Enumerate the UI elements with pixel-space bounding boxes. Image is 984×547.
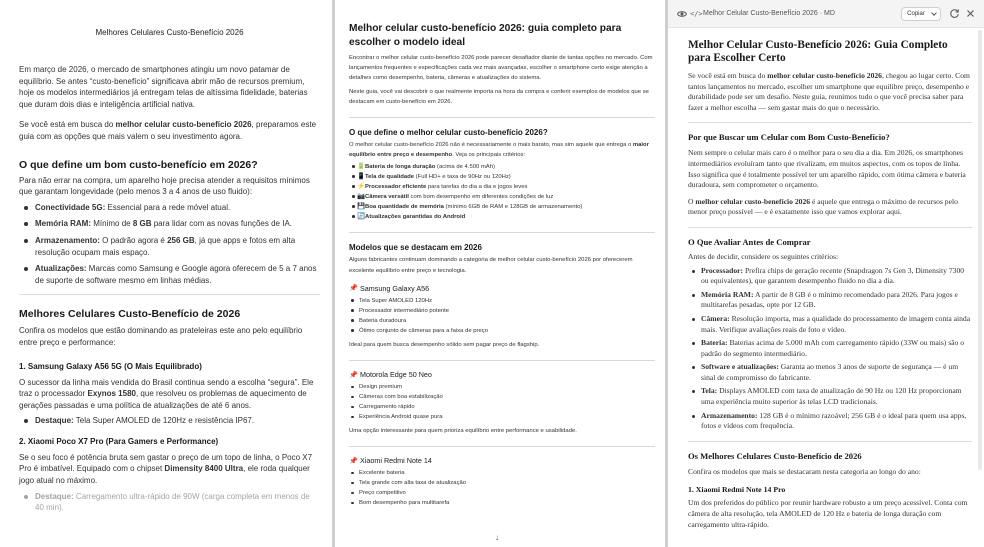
text-span: O xyxy=(688,196,696,206)
list-item xyxy=(688,362,972,383)
phone-highlights-1 xyxy=(19,415,320,427)
item-label: Processador eficiente xyxy=(365,184,427,191)
list-item xyxy=(688,411,972,432)
document-title: Melhores Celulares Custo-Benefício 2026 xyxy=(95,28,244,37)
list-item xyxy=(19,218,320,230)
define-paragraph xyxy=(349,140,655,160)
intro-paragraph: Em março de 2026, o mercado de smartphones atingiu um novo patamar de equilíbrio. Se antes “custo-benefício” significava abrir mão de recursos premium, hoje os modelos intermediários já entregam telas de altíssima fidelidade, baterias que duram dois dias e inteligência artificial nativa. xyxy=(19,65,308,109)
item-text: Tela Super AMOLED de 120Hz e resistência IP67. xyxy=(73,416,255,426)
requirements-list xyxy=(19,202,320,287)
item-text: Displays AMOLED com taxa de atualização de 90 Hz ou 120 Hz proporcionam uma experiência muito superior às telas LCD tradicionais. xyxy=(701,386,962,407)
item-text: (mínimo 6GB de RAM e 128GB de armazenamento) xyxy=(443,204,583,211)
artifact-panel-right xyxy=(668,0,984,547)
phone-screen-icon: 📱 xyxy=(357,173,366,181)
models-intro: Alguns fabricantes continuam dominando a categoria de melhor celular custo-benefício 2026 por oferecerem excelente equilíbrio entre preço e tecnologia. xyxy=(349,257,633,274)
artifact-toolbar xyxy=(668,0,984,28)
divider xyxy=(349,232,655,233)
item-label: Atualizações: xyxy=(35,264,87,274)
evaluate-intro: Antes de decidir, considere os seguintes critérios: xyxy=(688,251,839,261)
phone-note-1: Ideal para quem busca desempenho sólido sem pagar preço de flagship. xyxy=(349,341,540,348)
intro-paragraph: Encontrar o melhor celular custo-benefício 2026 pode parecer desafiador diante de tantas opções no mercado. Com lançamentos frequentes e especificações cada vez mais avançadas, escolher o smartphone certo exige atenção a detalhes como desempenho, bateria, câmeras e atualizações do sistema. xyxy=(349,55,653,82)
phone-heading-2 xyxy=(349,370,655,380)
lightning-icon: ⚡ xyxy=(357,183,366,191)
memory-icon: 💾 xyxy=(357,203,366,211)
text-span: Se você está em busca do xyxy=(688,71,768,80)
item-label: Software e atualizações: xyxy=(701,362,779,372)
list-item: Carregamento rápido xyxy=(349,402,655,412)
list-item xyxy=(19,415,320,427)
section-heading-why: Por que Buscar um Celular com Bom Custo-Benefício? xyxy=(688,132,890,143)
section-heading-define: O que define o melhor celular custo-benefício 2026? xyxy=(349,128,548,138)
text-span: , preparamos este guia com as opções que mais valem o seu investimento agora. xyxy=(19,120,317,141)
text-span: , ele roda qualquer jogo atual no máximo. xyxy=(19,464,310,486)
best-intro: Confira os modelos que mais se destacaram nesta categoria ao longo do ano: xyxy=(688,466,921,476)
section-heading-models: Modelos que se destacam em 2026 xyxy=(349,243,482,253)
divider xyxy=(349,360,655,361)
item-text: A partir de 8 GB é o mínimo recomendado para 2026. Para jogos e multitarefas pesadas, opte por 12 GB. xyxy=(701,289,958,310)
list-item xyxy=(349,172,655,182)
list-item: Excelente bateria xyxy=(349,468,655,478)
phone-highlights-2 xyxy=(19,491,320,514)
phone-heading-2: 2. Xiaomi Poco X7 Pro (Para Gamers e Performance) xyxy=(19,436,219,446)
item-label: Destaque: xyxy=(35,416,74,426)
item-label: Tela de qualidade xyxy=(365,174,414,181)
phone-heading-1 xyxy=(349,284,655,294)
item-text: para lidar com as novas funções de IA. xyxy=(151,219,293,229)
phone-name: Motorola Edge 50 Neo xyxy=(360,370,432,380)
item-text: Mínimo de xyxy=(91,219,133,229)
item-text: com bom desempenho em diferentes condições de luz xyxy=(408,194,554,201)
phone-features-3 xyxy=(349,468,655,508)
item-label: Bateria de longa duração xyxy=(365,164,436,171)
list-item xyxy=(688,386,972,407)
list-item xyxy=(19,491,320,514)
keyword-bold: melhor celular custo-benefício 2026 xyxy=(115,120,252,130)
text-span: é aquele que entrega o máximo de recursos pelo menor preço possível — e é exatamente isso que vamos explorar aqui. xyxy=(688,196,958,217)
item-label: Bateria: xyxy=(701,338,728,348)
list-item xyxy=(349,192,655,202)
list-item xyxy=(19,202,320,214)
list-item xyxy=(349,202,655,212)
phone-name: Samsung Galaxy A56 xyxy=(360,283,430,293)
item-text: para tarefas do dia a dia e jogos leves xyxy=(426,184,528,191)
divider xyxy=(19,294,320,295)
requirements-intro: Para não errar na compra, um aparelho hoje precisa atender a requisitos mínimos que garantam longevidade (pelo menos 3 a 4 anos de uso fluido): xyxy=(19,175,310,197)
scrollbar[interactable] xyxy=(978,30,982,470)
list-item: Experiência Android quase pura xyxy=(349,412,655,422)
divider xyxy=(688,441,972,442)
list-item: Tela Super AMOLED 120Hz xyxy=(349,296,655,306)
item-text: Baterias acima de 5.000 mAh com carregamento rápido (33W ou mais) são o padrão do segmento intermediário. xyxy=(701,338,965,358)
text-span: , chegou ao lugar certo. Com tantos lançamentos no mercado, escolher um smartphone que equilibre preço, desempenho e durabilidade pode ser um desafio. Neste guia, reunimos tudo o que você precisa saber para fazer a melhor escolha — sem gastar mais do que o necessário. xyxy=(688,71,970,112)
section-heading-requirements: O que define um bom custo-benefício em 2026? xyxy=(19,158,258,171)
item-text: Carregamento ultra-rápido de 90W (carga completa em menos de 40 min). xyxy=(35,491,310,513)
preview-eye-icon[interactable] xyxy=(677,9,687,19)
battery-icon: 🔋 xyxy=(357,163,366,171)
list-item xyxy=(688,290,972,311)
section-heading-evaluate: O Que Avaliar Antes de Comprar xyxy=(688,236,811,247)
text-span: O sucessor da linha mais vendida do Brasil continua sendo a escolha “segura”. Ele traz o processador xyxy=(19,377,314,399)
text-span: Se o seu foco é potência bruta sem gastar o preço de um topo de linha, o Poco X7 Pro é imbatível. Equipado com o chipset xyxy=(19,452,313,474)
refresh-icon[interactable] xyxy=(949,8,960,19)
phone-heading-3 xyxy=(349,456,655,466)
intro-paragraph xyxy=(688,71,972,113)
item-text: Prefira chips de geração recente (Snapdragon 7s Gen 3, Dimensity 7300 ou equivalentes), que garantem desempenho fluido no dia a dia. xyxy=(701,265,965,286)
phone-description-1: Um dos preferidos do público por reunir hardware robusto a um preço acessível. Conta com câmera de alta resolução, tela AMOLED de 120 Hz e bateria de longa duração com carregamento ultra-rápido. xyxy=(688,498,968,529)
item-label: Atualizações garantidas do Android xyxy=(365,214,466,221)
item-text: O padrão agora é xyxy=(99,235,168,245)
phone-heading-1: 1. Xiaomi Redmi Note 14 Pro xyxy=(688,485,786,495)
divider xyxy=(349,117,655,118)
list-item xyxy=(349,162,655,172)
text-span: . Veja os principais critérios: xyxy=(452,152,526,159)
item-label: Memória RAM: xyxy=(35,219,92,229)
intro-paragraph-2 xyxy=(19,119,320,142)
list-item xyxy=(688,314,972,335)
pushpin-icon: 📌 xyxy=(349,457,358,465)
text-span: O melhor celular custo-benefício 2026 não é necessariamente o mais barato, mas sim aquele que entrega o xyxy=(349,142,633,149)
list-item: Tela grande com alta taxa de atualização xyxy=(349,478,655,488)
best-intro: Confira os modelos que estão dominando as prateleiras este ano pelo equilíbrio entre preço e performance: xyxy=(19,326,303,347)
phone-heading-1: 1. Samsung Galaxy A56 5G (O Mais Equilibrado) xyxy=(19,361,202,371)
item-label: Memória RAM: xyxy=(701,289,754,299)
keyword-bold: maior equilíbrio entre preço e desempenho xyxy=(349,142,649,159)
item-label: Armazenamento: xyxy=(701,410,758,420)
list-item xyxy=(349,212,655,222)
section-heading-best: Os Melhores Celulares Custo-Benefício de 2026 xyxy=(688,450,862,461)
document-panel-left xyxy=(0,0,332,547)
item-label: Destaque: xyxy=(35,491,74,501)
phone-features-2 xyxy=(349,382,655,422)
list-item xyxy=(19,235,320,258)
why-paragraph-2 xyxy=(688,197,972,218)
item-text: (Full HD+ e taxa de 90Hz ou 120Hz) xyxy=(414,174,511,181)
phone-name: Xiaomi Redmi Note 14 xyxy=(360,456,432,466)
section-heading-best: Melhores Celulares Custo-Benefício de 2026 xyxy=(19,308,241,321)
item-text: Garanta ao menos 3 anos de suporte de segurança — é um sinal de compromisso do fabricante. xyxy=(701,362,959,382)
scroll-down-arrow-icon[interactable]: ↓ xyxy=(495,533,499,542)
copy-button[interactable]: Copiar xyxy=(901,7,931,21)
item-text: , já que apps e fotos em alta resolução ocupam mais espaço. xyxy=(35,235,296,257)
pushpin-icon: 📌 xyxy=(349,371,358,379)
list-item: Processador intermediário potente xyxy=(349,306,655,316)
item-label: Câmera: xyxy=(701,313,730,323)
list-item: Bateria duradoura xyxy=(349,316,655,326)
text-span: Se você está em busca do xyxy=(19,120,116,130)
item-text: Resolução importa, mas a qualidade do processamento de imagem conta ainda mais. Verifique avaliações reais de foto e vídeo. xyxy=(701,313,971,334)
divider xyxy=(688,122,972,123)
close-icon[interactable] xyxy=(965,8,976,19)
list-item xyxy=(688,338,972,359)
code-view-icon[interactable]: </> xyxy=(690,10,703,18)
item-label: Tela: xyxy=(701,386,718,396)
item-label: Processador: xyxy=(701,265,744,275)
item-text: (acima de 4.500 mAh) xyxy=(435,164,495,171)
list-item: Câmeras com boa estabilização xyxy=(349,392,655,402)
list-item: Bom desempenho para multitarefa xyxy=(349,498,655,508)
pushpin-icon: 📌 xyxy=(349,285,358,293)
phone-features-1 xyxy=(349,296,655,336)
copy-options-chevron-down-icon[interactable] xyxy=(929,7,941,21)
phone-note-2: Uma opção interessante para quem prioriza equilíbrio entre performance e usabilidade. xyxy=(349,428,577,435)
article-title: Melhor Celular Custo-Benefício 2026: Guia Completo para Escolher Certo xyxy=(688,39,948,64)
keyword-bold: Dimensity 8400 Ultra xyxy=(164,464,244,474)
item-label: Boa quantidade de memória xyxy=(365,204,444,211)
item-label: Câmera versátil xyxy=(365,194,409,201)
list-item: Preço competitivo xyxy=(349,488,655,498)
item-text: 128 GB é o mínimo razoável; 256 GB é o ideal para quem usa apps, fotos e vídeos com frequência. xyxy=(701,410,967,431)
criteria-list xyxy=(349,162,655,222)
item-label: Armazenamento: xyxy=(35,235,100,245)
evaluate-criteria-list xyxy=(688,266,972,432)
keyword-bold: melhor celular custo-benefício 2026 xyxy=(767,71,882,80)
list-item xyxy=(19,263,320,286)
list-item: Design premium xyxy=(349,382,655,392)
item-label: Conectividade 5G: xyxy=(35,202,106,212)
list-item xyxy=(349,182,655,192)
list-item xyxy=(688,266,972,287)
item-bold: 256 GB xyxy=(167,235,195,245)
artifact-filename: Melhor Celular Custo-Benefício 2026 · MD xyxy=(703,10,835,17)
text-span: , que resolveu os problemas de aquecimento de gerações passadas e uma política de atualizações de até 6 anos. xyxy=(19,389,307,410)
document-panel-middle xyxy=(335,0,665,547)
keyword-bold: Exynos 1580 xyxy=(87,389,136,399)
item-bold: 8 GB xyxy=(132,219,152,229)
article-title: Melhor celular custo-benefício 2026: guia completo para escolher o modelo ideal xyxy=(349,23,622,48)
intro-paragraph-2: Neste guia, você vai descobrir o que realmente importa na hora da compra e conferir exemplos de modelos que se destacam em custo-benefício em 2026. xyxy=(349,88,649,105)
divider xyxy=(688,227,972,228)
item-text: Essencial para a rede móvel atual. xyxy=(105,202,231,212)
why-paragraph-1: Nem sempre o celular mais caro é o melhor para o seu dia a dia. Em 2026, os smartphones intermediários evoluíram tanto que rivalizam, em muitos aspectos, com os topos de linha. Isso significa que é totalmente possível ter um aparelho rápido, com ótima câmera e bateria duradoura, sem comprometer o orçamento. xyxy=(688,148,966,190)
phone-description-2 xyxy=(19,452,320,487)
item-text: Marcas como Samsung e Google agora oferecem de 5 a 7 anos de suporte de software mesmo em linhas médias. xyxy=(35,264,317,285)
phone-description-1 xyxy=(19,377,320,412)
list-item: Ótimo conjunto de câmeras para a faixa de preço xyxy=(349,326,655,336)
update-icon: 🔄 xyxy=(357,213,366,221)
divider xyxy=(349,446,655,447)
keyword-bold: melhor celular custo-benefício 2026 xyxy=(695,196,811,206)
camera-icon: 📷 xyxy=(357,193,366,201)
